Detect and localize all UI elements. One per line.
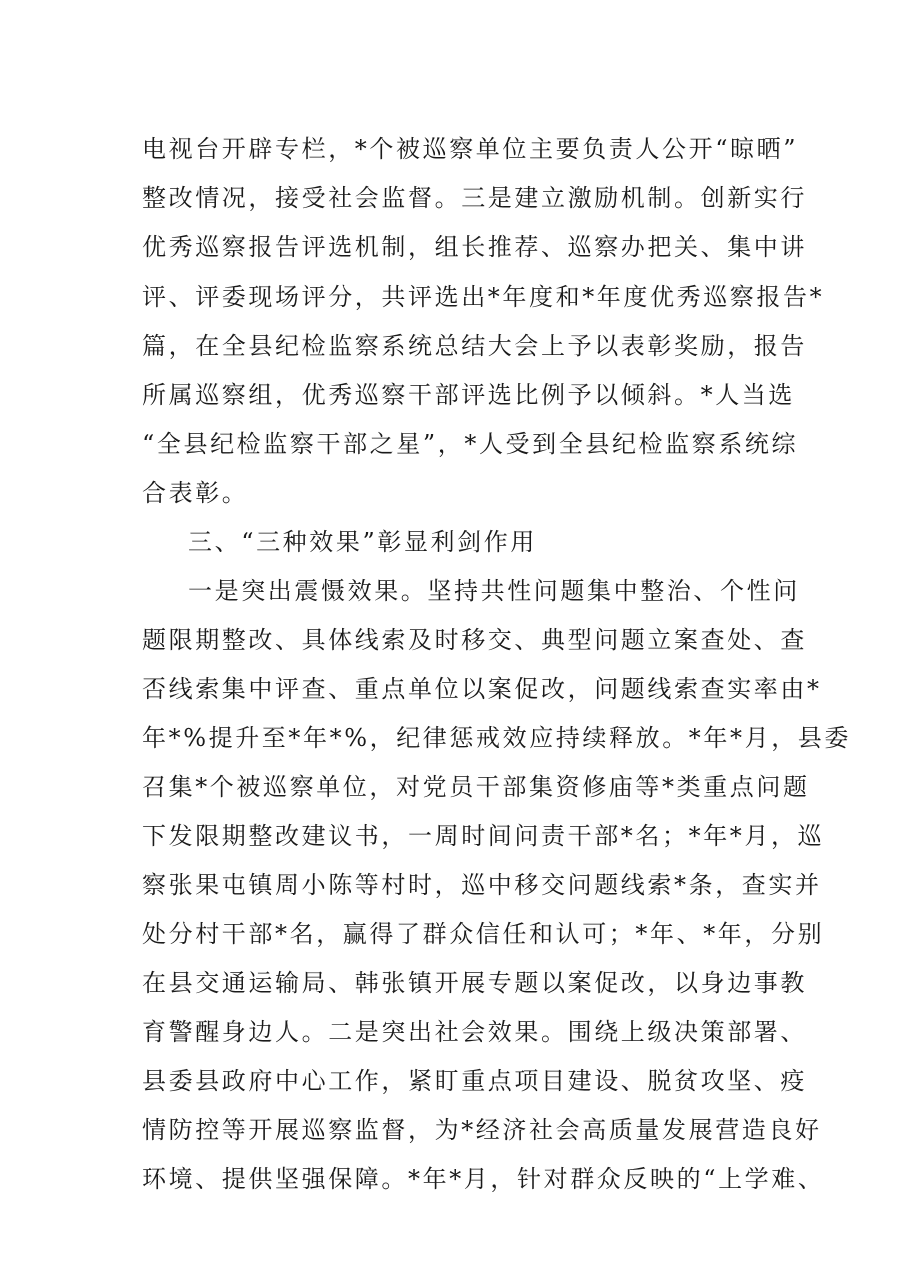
paragraph-line: 召集*个被巡察单位，对党员干部集资修庙等*类重点问题 [142, 773, 810, 801]
paragraph-line: 合表彰。 [142, 479, 249, 507]
paragraph-line: 年*%提升至*年*%，纪律惩戒效应持续释放。*年*月，县委 [142, 724, 852, 752]
paragraph-line: 县委县政府中心工作，紧盯重点项目建设、脱贫攻坚、疫 [142, 1067, 807, 1095]
paragraph-line: 育警醒身边人。二是突出社会效果。围绕上级决策部署、 [142, 1018, 807, 1046]
paragraph-line: 环境、提供坚强保障。*年*月，针对群众反映的“上学难、 [142, 1165, 825, 1193]
paragraph-line: 处分村干部*名，赢得了群众信任和认可；*年、*年，分别 [142, 920, 825, 948]
paragraph-line: 情防控等开展巡察监督，为*经济社会高质量发展营造良好 [142, 1116, 822, 1144]
paragraph-line: 电视台开辟专栏，*个被巡察单位主要负责人公开“晾晒” [142, 135, 799, 163]
paragraph-line: 优秀巡察报告评选机制，组长推荐、巡察办把关、集中讲 [142, 233, 807, 261]
paragraph-line: 题限期整改、具体线索及时移交、典型问题立案查处、查 [142, 626, 807, 654]
section-heading: 三、“三种效果”彰显利剑作用 [188, 528, 537, 556]
paragraph-line: 篇，在全县纪检监察系统总结大会上予以表彰奖励，报告 [142, 332, 807, 360]
paragraph-line: 一是突出震慑效果。坚持共性问题集中整治、个性问 [188, 577, 800, 605]
paragraph-line: 所属巡察组，优秀巡察干部评选比例予以倾斜。*人当选 [142, 381, 795, 409]
paragraph-line: 在县交通运输局、韩张镇开展专题以案促改，以身边事教 [142, 969, 807, 997]
paragraph-line: 否线索集中评查、重点单位以案促改，问题线索查实率由* [142, 675, 822, 703]
paragraph-line: 下发限期整改建议书，一周时间问责干部*名；*年*月，巡 [142, 822, 825, 850]
paragraph-line: “全县纪检监察干部之星”，*人受到全县纪检监察系统综 [142, 430, 799, 458]
paragraph-line: 察张果屯镇周小陈等村时，巡中移交问题线索*条，查实并 [142, 871, 822, 899]
paragraph-line: 评、评委现场评分，共评选出*年度和*年度优秀巡察报告* [142, 283, 825, 311]
paragraph-line: 整改情况，接受社会监督。三是建立激励机制。创新实行 [142, 184, 807, 212]
